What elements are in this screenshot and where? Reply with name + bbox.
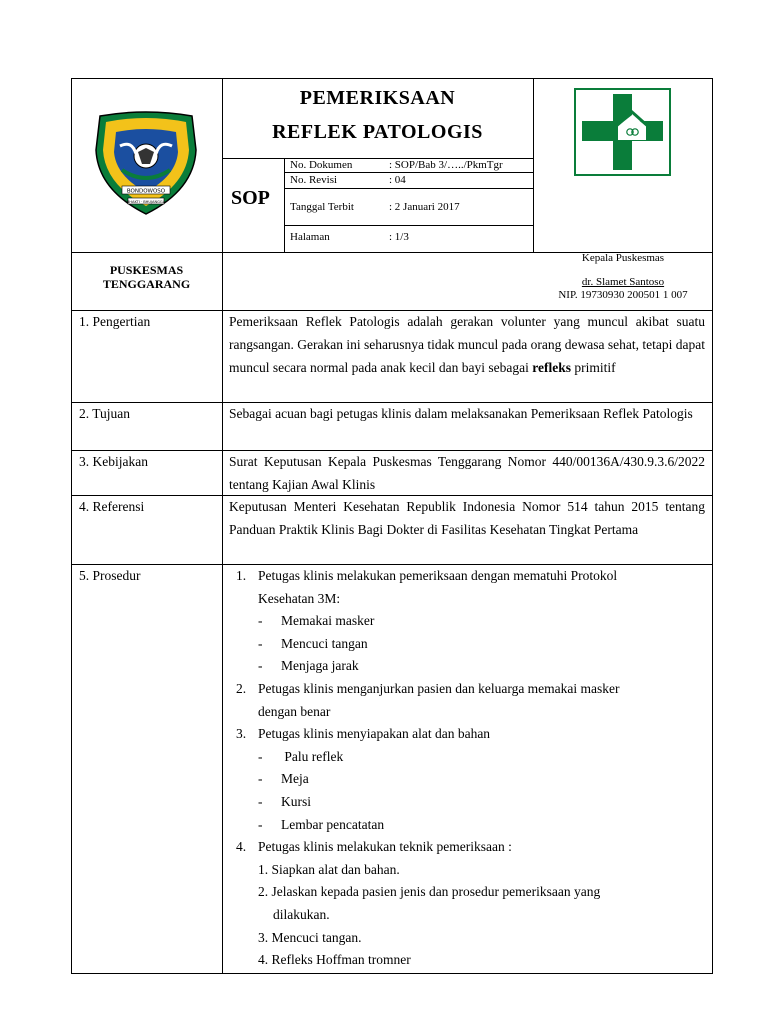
org-name-line2: TENGGARANG (102, 277, 191, 291)
step-number: 3. (236, 726, 247, 741)
grid-line (284, 225, 533, 226)
list-item: Mencuci tangan (281, 636, 368, 651)
svg-text:BONDOWOSO: BONDOWOSO (126, 188, 166, 195)
list-item: Palu reflek (281, 749, 344, 764)
puskesmas-cross-icon (574, 88, 671, 176)
head-name: dr. Slamet Santoso (581, 276, 665, 288)
list-item: Lembar pencatatan (281, 817, 385, 832)
section-label-pengertian: 1. Pengertian (79, 314, 151, 329)
list-item: Kursi (281, 794, 311, 809)
bullet-dash: - (258, 658, 263, 673)
puskesmas-logo (574, 88, 671, 176)
section-text-kebijakan: Surat Keputusan Kepala Puskesmas Tenggarang Nomor 440/00136A/430.9.3.6/2022 tentang Kajian Awal Klinis (229, 454, 705, 492)
meta-value-tanggal-terbit: : 2 Januari 2017 (389, 201, 460, 213)
step-number: 2. (236, 681, 247, 696)
section-text-tujuan: Sebagai acuan bagi petugas klinis dalam melaksanakan Pemeriksaan Reflek Patologis (229, 406, 693, 421)
meta-label-no-dokumen: No. Dokumen (290, 159, 353, 171)
bullet-dash: - (258, 636, 263, 651)
document-title-line1: PEMERIKSAAN (299, 87, 456, 109)
regency-logo (92, 110, 200, 218)
section-label-tujuan: 2. Tujuan (79, 406, 131, 421)
section-label-kebijakan: 3. Kebijakan (79, 454, 148, 469)
org-name-line1: PUSKESMAS (109, 263, 184, 277)
svg-text:BHAKTI · BHUJANGGA: BHAKTI · BHUJANGGA (126, 199, 166, 204)
pengertian-tail: primitif (574, 360, 616, 375)
sub-step: 3. Mencuci tangan. (258, 930, 362, 945)
meta-label-halaman: Halaman (290, 231, 330, 243)
grid-line (222, 78, 223, 974)
bullet-dash: - (258, 749, 263, 764)
head-title: Kepala Puskesmas (581, 252, 665, 264)
sub-step: 4. Refleks Hoffman tromner (258, 952, 411, 967)
step3-line1: Petugas klinis menyiapakan alat dan bahan (258, 726, 491, 741)
meta-value-no-revisi: : 04 (389, 174, 406, 186)
meta-label-tanggal-terbit: Tanggal Terbit (290, 201, 354, 213)
list-item: Menjaga jarak (281, 658, 359, 673)
sub-step: dilakukan. (273, 907, 330, 922)
grid-line (284, 172, 533, 173)
bullet-dash: - (258, 613, 263, 628)
step1-line2: Kesehatan 3M: (258, 591, 341, 606)
step2-line2: dengan benar (258, 704, 331, 719)
sub-step: 2. Jelaskan kepada pasien jenis dan prosedur pemeriksaan yang (258, 884, 601, 899)
document-title-line2: REFLEK PATOLOGIS (272, 121, 483, 143)
section-text-referensi: Keputusan Menteri Kesehatan Republik Indonesia Nomor 514 tahun 2015 tentang Panduan Praktik Klinis Bagi Dokter di Fasilitas Kesehatan Tingkat Pertama (229, 499, 705, 537)
bullet-dash: - (258, 794, 263, 809)
step1-line1: Petugas klinis melakukan pemeriksaan dengan mematuhi Protokol (258, 568, 618, 583)
step4-line1: Petugas klinis melakukan teknik pemeriksaan : (258, 839, 512, 854)
section-label-referensi: 4. Referensi (79, 499, 145, 514)
pengertian-text: Pemeriksaan Reflek Patologis adalah gerakan volunter yang muncul akibat suatu rangsangan. Gerakan ini seharusnya tidak muncul pada orang dewasa sehat, tetapi dapat muncul secara normal pada anak kecil dan bayi sebagai (229, 314, 705, 375)
bullet-dash: - (258, 817, 263, 832)
meta-value-no-dokumen: : SOP/Bab 3/…../PkmTgr (389, 159, 503, 171)
sop-label: SOP (231, 187, 270, 209)
pengertian-bold: refleks (532, 360, 571, 375)
grid-line (284, 188, 533, 189)
sub-step: 1. Siapkan alat dan bahan. (258, 862, 400, 877)
section-text-pengertian (229, 310, 705, 379)
bullet-dash: - (258, 771, 263, 786)
grid-line (533, 78, 534, 252)
meta-label-no-revisi: No. Revisi (290, 174, 338, 186)
section-label-prosedur: 5. Prosedur (79, 568, 141, 583)
meta-value-halaman: : 1/3 (389, 231, 409, 243)
step-number: 4. (236, 839, 247, 854)
head-nip: NIP. 19730930 200501 1 007 (558, 289, 688, 301)
regency-emblem-icon (92, 110, 200, 218)
step-number: 1. (236, 568, 247, 583)
list-item: Meja (281, 771, 309, 786)
list-item: Memakai masker (281, 613, 375, 628)
step2-line1: Petugas klinis menganjurkan pasien dan keluarga memakai masker (258, 681, 620, 696)
